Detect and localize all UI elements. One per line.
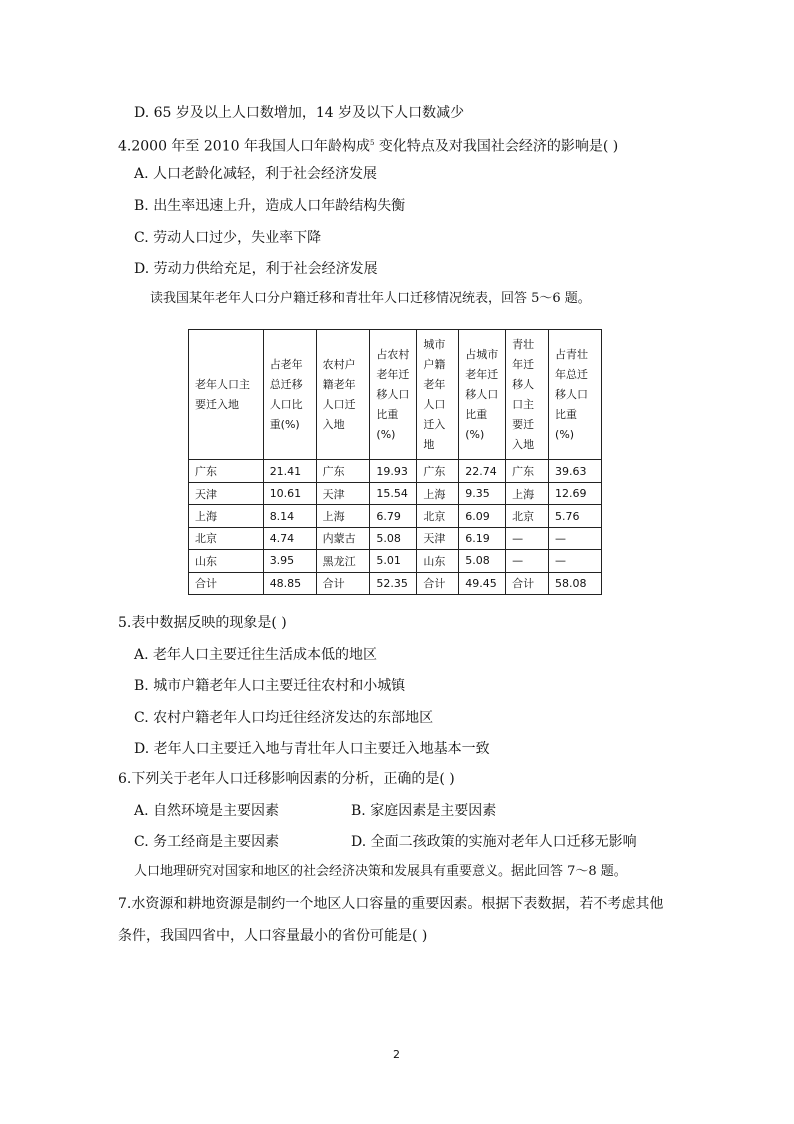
table-cell: 广东: [417, 460, 459, 482]
header-text: [423, 335, 458, 455]
q4-option-c: C. 劳动人口过少，失业率下降: [134, 230, 322, 246]
intro-7-8: 人口地理研究对国家和地区的社会经济决策和发展具有重要意义。据此回答 7～8 题。: [134, 864, 627, 879]
table-cell: 58.08: [549, 572, 602, 594]
header-line: 移人口: [376, 387, 410, 401]
header-line: 籍老年: [322, 377, 356, 391]
table-row: [189, 572, 602, 594]
table-cell: 48.85: [263, 572, 316, 594]
table-header-cell: [506, 330, 549, 460]
header-line: 城市: [423, 337, 446, 351]
table-cell: 广东: [189, 460, 264, 482]
q4-stem-text: 4.2000 年至 2010 年我国人口年龄构成: [118, 138, 370, 155]
table-cell: 黑龙江: [316, 550, 370, 572]
q5-option-a: A. 老年人口主要迁往生活成本低的地区: [134, 647, 378, 663]
header-line: 人口: [423, 397, 446, 411]
table-row: [189, 460, 602, 482]
table-cell: 北京: [189, 527, 264, 549]
header-line: 移人口: [465, 387, 499, 401]
q4-option-b: B. 出生率迅速上升，造成人口年龄结构失衡: [134, 198, 406, 214]
table-cell: —: [506, 550, 549, 572]
header-text: [270, 355, 316, 435]
header-line: 移人: [512, 377, 535, 391]
q6-option-c: C. 务工经商是主要因素: [134, 834, 280, 850]
header-line: 口主: [512, 397, 535, 411]
table-cell: 10.61: [263, 482, 316, 504]
q6-option-d: D. 全面二孩政策的实施对老年人口迁移无影响: [351, 834, 637, 850]
table-cell: 39.63: [549, 460, 602, 482]
table-cell: 山东: [417, 550, 459, 572]
table-cell: 5.01: [370, 550, 417, 572]
table-cell: 上海: [417, 482, 459, 504]
q4-option-d: D. 劳动力供给充足，利于社会经济发展: [134, 261, 378, 277]
header-line: 年迁: [512, 357, 535, 371]
table-cell: 21.41: [263, 460, 316, 482]
header-line: 占老年: [269, 357, 303, 371]
header-line: 人口比: [269, 397, 303, 411]
q5-option-d: D. 老年人口主要迁入地与青壮年人口主要迁入地基本一致: [134, 741, 490, 757]
table-header-cell: [189, 330, 264, 460]
table-header-row: [189, 330, 602, 460]
header-line: 老年人口主: [195, 377, 250, 391]
table-cell: 合计: [316, 572, 370, 594]
table-cell: 山东: [189, 550, 264, 572]
header-text: [323, 355, 370, 435]
header-line: 迁入: [423, 417, 446, 431]
table-cell: 广东: [506, 460, 549, 482]
table-cell: 5.08: [370, 527, 417, 549]
table-cell: 5.08: [459, 550, 506, 572]
header-line: (%): [555, 427, 575, 441]
table-cell: 12.69: [549, 482, 602, 504]
header-text: [376, 345, 416, 445]
header-line: 地: [423, 437, 435, 451]
table-cell: 天津: [189, 482, 264, 504]
table-cell: 上海: [189, 505, 264, 527]
q6-option-a: A. 自然环境是主要因素: [134, 803, 280, 819]
header-line: 青壮: [512, 337, 535, 351]
header-line: (%): [465, 427, 485, 441]
table-row: [189, 527, 602, 549]
header-line: 入地: [322, 417, 345, 431]
header-line: 占农村: [376, 347, 410, 361]
q6-stem: 6.下列关于老年人口迁移影响因素的分析，正确的是( ): [118, 771, 455, 787]
page-number: 2: [393, 1048, 400, 1061]
q4-superscript-mark: 5: [369, 139, 375, 147]
header-line: 比重: [376, 407, 399, 421]
q5-option-b: B. 城市户籍老年人口主要迁往农村和小城镇: [134, 678, 406, 694]
header-line: 比重: [465, 407, 488, 421]
table-cell: 22.74: [459, 460, 506, 482]
header-line: 占城市: [465, 347, 499, 361]
table-cell: 6.09: [459, 505, 506, 527]
header-line: 入地: [512, 437, 535, 451]
header-line: 老年迁: [465, 367, 499, 381]
header-line: 重(%): [269, 417, 300, 431]
table-row: [189, 505, 602, 527]
table-cell: 8.14: [263, 505, 316, 527]
table-cell: 合计: [506, 572, 549, 594]
table-body: [189, 460, 602, 595]
header-text: [555, 345, 601, 445]
header-line: 户籍: [423, 357, 446, 371]
table-cell: 上海: [316, 505, 370, 527]
table-cell: 合计: [417, 572, 459, 594]
intro-5-6: 读我国某年老年人口分户籍迁移和青壮年人口迁移情况统表，回答 5～6 题。: [150, 291, 591, 306]
q6-option-b: B. 家庭因素是主要因素: [351, 803, 497, 819]
table-cell: 6.79: [370, 505, 417, 527]
table-cell: 北京: [506, 505, 549, 527]
header-line: 老年: [423, 377, 446, 391]
table-header-cell: [417, 330, 459, 460]
table-cell: 9.35: [459, 482, 506, 504]
table-cell: 天津: [417, 527, 459, 549]
header-text: [195, 375, 263, 415]
table-cell: 15.54: [370, 482, 417, 504]
header-line: 人口迁: [322, 397, 356, 411]
table-cell: 6.19: [459, 527, 506, 549]
table-cell: —: [549, 550, 602, 572]
table-cell: 内蒙古: [316, 527, 370, 549]
table-header-cell: [549, 330, 602, 460]
q3-option-d: D. 65 岁及以上人口数增加，14 岁及以下人口数减少: [134, 105, 465, 121]
header-line: (%): [376, 427, 396, 441]
header-line: 比重: [555, 407, 578, 421]
table-header-cell: [459, 330, 506, 460]
header-line: 年总迁: [555, 367, 589, 381]
q5-stem: 5.表中数据反映的现象是( ): [118, 615, 287, 631]
table-cell: 49.45: [459, 572, 506, 594]
q4-stem-text-2: 变化特点及对我国社会经济的影响是( ): [378, 138, 619, 155]
table-header-cell: [263, 330, 316, 460]
header-line: 老年迁: [376, 367, 410, 381]
q5-option-c: C. 农村户籍老年人口均迁往经济发达的东部地区: [134, 710, 434, 726]
table-cell: 合计: [189, 572, 264, 594]
table-cell: 52.35: [370, 572, 417, 594]
header-line: 移人口: [555, 387, 589, 401]
table-row: [189, 482, 602, 504]
table-cell: 北京: [417, 505, 459, 527]
header-line: 占青壮: [555, 347, 589, 361]
table-cell: 广东: [316, 460, 370, 482]
table-row: [189, 550, 602, 572]
header-text: [512, 335, 548, 455]
table-cell: 天津: [316, 482, 370, 504]
table-cell: 19.93: [370, 460, 417, 482]
table-cell: 3.95: [263, 550, 316, 572]
table-header-cell: [316, 330, 370, 460]
table-cell: —: [549, 527, 602, 549]
q4-stem: [118, 134, 618, 156]
header-line: 总迁移: [269, 377, 303, 391]
table-cell: 上海: [506, 482, 549, 504]
header-line: 要迁: [512, 417, 535, 431]
header-line: 要迁入地: [195, 397, 239, 411]
header-text: [465, 345, 505, 445]
migration-table: [188, 329, 602, 595]
table-cell: —: [506, 527, 549, 549]
q7-stem-line-1: 7.水资源和耕地资源是制约一个地区人口容量的重要因素。根据下表数据，若不考虑其他: [118, 896, 664, 912]
table-cell: 4.74: [263, 527, 316, 549]
table-header-cell: [370, 330, 417, 460]
header-line: 农村户: [322, 357, 356, 371]
q4-option-a: A. 人口老龄化减轻，利于社会经济发展: [134, 166, 378, 182]
q7-stem-line-2: 条件，我国四省中，人口容量最小的省份可能是( ): [118, 928, 428, 944]
table-cell: 5.76: [549, 505, 602, 527]
